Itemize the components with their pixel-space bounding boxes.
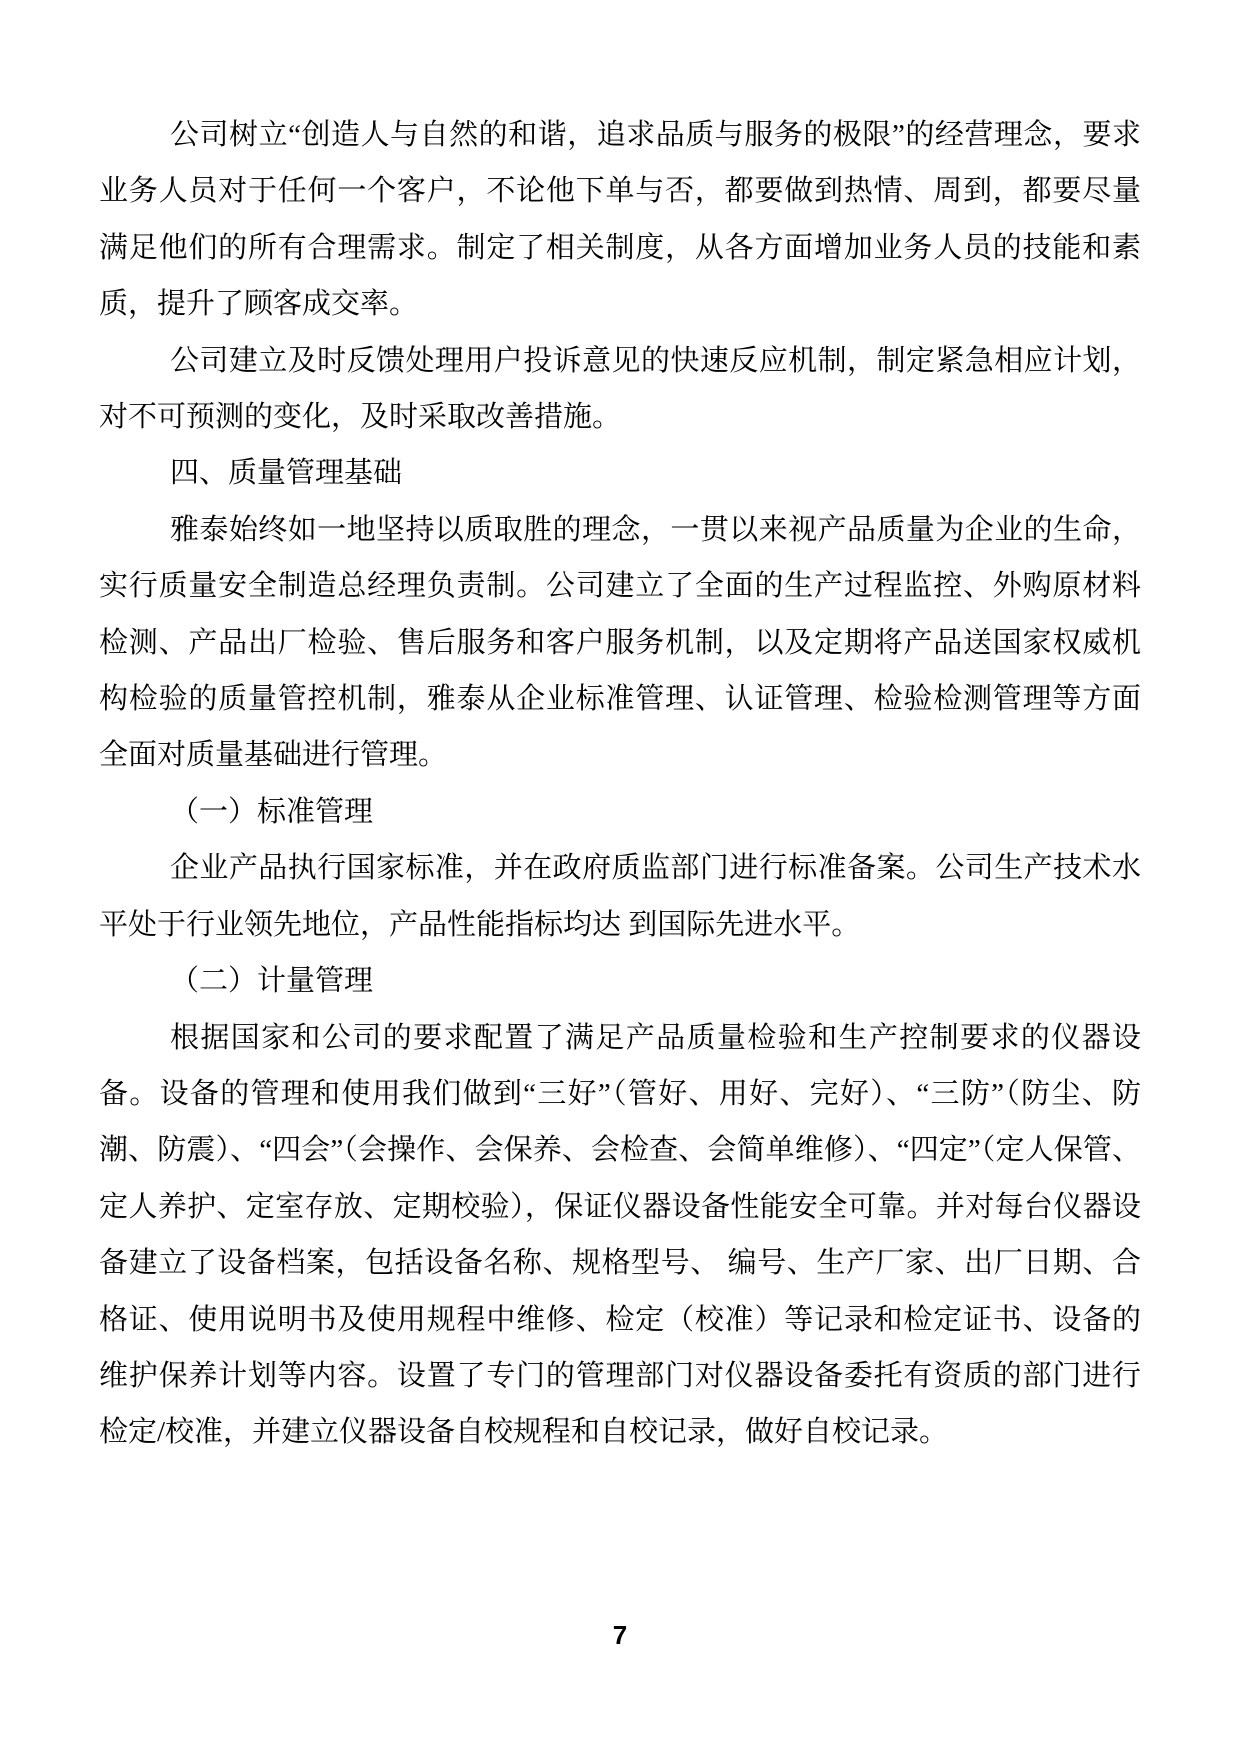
para-quality-philosophy: 雅泰始终如一地坚持以质取胜的理念，一贯以来视产品质量为企业的生命，实行质量安全制造总经理负责制。公司建立了全面的生产过程监控、外购原材料检测、产品出厂检验、售后服务和客户服务机制，以及定期将产品送国家权威机构检验的质量管控机制，雅泰从企业标准管理、认证管理、检验检测管理等方面全面对质量基础进行管理。 (99, 513, 1141, 772)
heading-metrology-management: （二）计量管理 (170, 965, 374, 998)
para-business-philosophy: 公司树立“创造人与自然的和谐，追求品质与服务的极限”的经营理念，要求业务人员对于任何一个客户，不论他下单与否，都要做到热情、周到，都要尽量满足他们的所有合理需求。制定了相关制度，从各方面增加业务人员的技能和素质，提升了顾客成交率。 (99, 119, 1141, 321)
para-feedback-mechanism: 公司建立及时反馈处理用户投诉意见的快速反应机制，制定紧急相应计划，对不可预测的变化，及时采取改善措施。 (99, 344, 1141, 434)
heading-standard-management: （一）标准管理 (170, 795, 374, 828)
para-metrology-management: 根据国家和公司的要求配置了满足产品质量检验和生产控制要求的仪器设备。设备的管理和使用我们做到“三好”（管好、用好、完好）、“三防”（防尘、防潮、防震）、“四会”（会操作、会保养、会检查、会简单维修）、“四定”（定人保管、定人养护、定室存放、定期校验），保证仪器设备性能安全可靠。并对每台仪器设备建立了设备档案，包括设备名称、规格型号、 编号、生产厂家、出厂日期、合格证、使用说明书及使用规程中维修、检定（校准）等记录和检定证书、设备的维护保养计划等内容。设置了专门的管理部门对仪器设备委托有资质的部门进行检定/校准，并建立仪器设备自校规程和自校记录，做好自校记录。 (99, 1021, 1141, 1449)
document-body (99, 107, 1141, 1461)
page-number: 7 (612, 1620, 628, 1650)
para-standard-management: 企业产品执行国家标准，并在政府质监部门进行标准备案。公司生产技术水平处于行业领先地位，产品性能指标均达 到国际先进水平。 (99, 852, 1141, 941)
heading-quality-management-foundation: 四、质量管理基础 (170, 457, 403, 490)
page-footer (0, 1620, 1240, 1651)
